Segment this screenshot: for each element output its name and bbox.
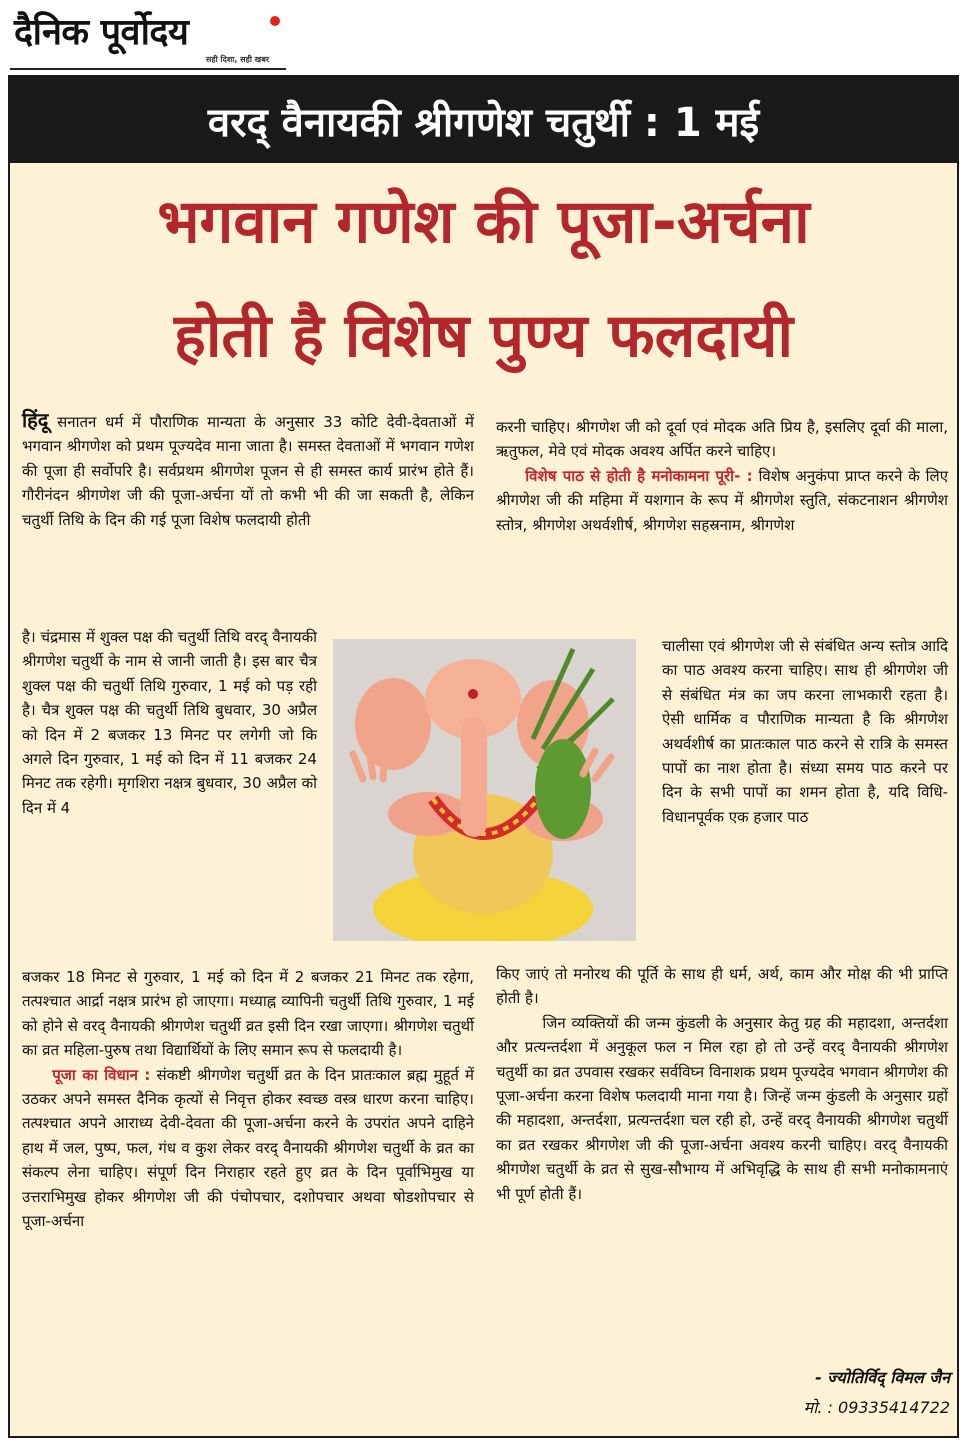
subheading-vishesh-path: विशेष पाठ से होती है मनोकामना पूरी- : bbox=[525, 466, 753, 485]
paragraph-puja-vidhan: संकष्टी श्रीगणेश चतुर्थी व्रत के दिन प्रातःकाल ब्रह्म मुहूर्त में उठकर अपने समस्त दैनिक कृत्यों से निवृत्त होकर स्वच्छ वस्त्र धारण करना चाहिए। तत्पश्चात अपने आराध्य देवी-देवता की पूजा-अर्चना करने के उपरांत अपने दाहिने हाथ में जल, पुष्प, फल, गंध व कुश लेकर वरद् वैनायकी श्रीगणेश चतुर्थी के व्रत का संकल्प लेना चाहिए। संपूर्ण दिन निराहार रहते हुए व्रत के दिन पूर्वाभिमुख या उत्तराभिमुख होकर श्रीगणेश जी की पंचोपचार, दशोपचार अथवा षोडशोपचार से पूजा-अर्चना bbox=[22, 1065, 474, 1231]
logo-dot-icon bbox=[270, 16, 280, 26]
column-2-beside-photo bbox=[662, 634, 948, 829]
paragraph-intro: सनातन धर्म में पौराणिक मान्यता के अनुसार 33 कोटि देवी-देवताओं में भगवान श्रीगणेश को प्रथम पूज्यदेव माना जाता है। समस्त देवताओं में भगवान गणेश की पूजा ही सर्वोपरि है। सर्वप्रथम श्रीगणेश पूजन से ही समस्त कार्य प्रारंभ होते हैं। गौरीनंदन श्रीगणेश जी की पूजा-अर्चना यों तो कभी भी की जा सकती है, लेकिन चतुर्थी तिथि के दिन की गई पूजा विशेष फलदायी होती bbox=[22, 413, 474, 529]
paragraph-manorath: किए जाएं तो मनोरथ की पूर्ति के साथ ही धर्म, अर्थ, काम और मोक्ष की भी प्राप्ति होती है। bbox=[496, 965, 948, 1008]
author-byline: - ज्योतिर्विद् विमल जैन bbox=[815, 1368, 950, 1387]
banner-title: वरद् वैनायकी श्रीगणेश चतुर्थी : 1 मई bbox=[10, 77, 957, 163]
column-1-beside-photo bbox=[22, 625, 317, 820]
headline-line-2: होती है विशेष पुण्य फलदायी bbox=[174, 301, 793, 371]
column-1-bottom bbox=[22, 965, 474, 1233]
ganesha-photo bbox=[333, 639, 636, 941]
paragraph-vishesh-path: विशेष अनुकंपा प्राप्त करने के लिए श्रीगणेश जी की महिमा में यशगान के रूप में श्रीगणेश स्तुति, संकटनाशन श्रीगणेश स्तोत्र, श्रीगणेश अथर्वशीर्ष, श्रीगणेश सहस्रनाम, श्रीगणेश bbox=[496, 466, 948, 534]
paragraph-chalisa: चालीसा एवं श्रीगणेश जी से संबंधित अन्य स्तोत्र आदि का पाठ अवश्य करना चाहिए। साथ ही श्रीगणेश जी से संबंधित मंत्र का जप करना लाभकारी रहता है। ऐसी धार्मिक व पौराणिक मान्यता है कि श्रीगणेश अथर्वशीर्ष का प्रातःकाल पाठ करने से रात्रि के समस्त पापों का नाश होता है। संध्या समय पाठ करने पर दिन के सभी पापों का शमन होता है, यदि विधि-विधानपूर्वक एक हजार पाठ bbox=[662, 637, 948, 826]
lead-word: हिंदू bbox=[22, 408, 49, 432]
masthead-rule bbox=[10, 68, 286, 70]
paragraph-kundali: जिन व्यक्तियों की जन्म कुंडली के अनुसार केतु ग्रह की महादशा, अन्तर्दशा और प्रत्यन्तर्दशा में अनुकूल फल न मिल रहा हो तो उन्हें वरद् वैनायकी श्रीगणेश चतुर्थी का व्रत उपवास रखकर सर्वविघ्न विनाशक प्रथम पूज्यदेव भगवान श्रीगणेश की पूजा-अर्चना करना विशेष फलदायी माना गया है। जिन्हें जन्म कुंडली के अनुसार ग्रहों की महादशा, अन्तर्दशा, प्रत्यन्तर्दशा चल रही हो, उन्हें वरद् वैनायकी श्रीगणेश चतुर्थी का व्रत रखकर श्रीगणेश जी की पूजा-अर्चना अवश्य करनी चाहिए। वरद् वैनायकी श्रीगणेश चतुर्थी के व्रत से सुख-सौभाग्य में अभिवृद्धि के साथ ही सभी मनोकामनाएं भी पूर्ण होती हैं। bbox=[496, 1013, 948, 1203]
logo-tagline: सही दिशा, सही खबर bbox=[206, 55, 270, 64]
logo: दैनिक पूर्वोदय bbox=[14, 12, 189, 53]
headline-line-1: भगवान गणेश की पूजा-अर्चना bbox=[157, 187, 810, 257]
paragraph-durva-modak: करनी चाहिए। श्रीगणेश जी को दूर्वा एवं मोदक अति प्रिय है, इसलिए दूर्वा की माला, ऋतुफल, मेवे एवं मोदक अवश्य अर्पित करने चाहिए। bbox=[496, 418, 948, 461]
masthead bbox=[10, 6, 290, 72]
paragraph-nakshatra: बजकर 18 मिनट से गुरुवार, 1 मई को दिन में 2 बजकर 21 मिनट तक रहेगा, तत्पश्चात आर्द्रा नक्षत्र प्रारंभ हो जाएगा। मध्याह्न व्यापिनी चतुर्थी तिथि गुरुवार, 1 मई को होने से वरद् वैनायकी श्रीगणेश चतुर्थी व्रत इसी दिन रखा जाएगा। श्रीगणेश चतुर्थी का व्रत महिला-पुरुष तथा विद्यार्थियों के लिए समान रूप से फलदायी है। bbox=[22, 968, 474, 1060]
column-1-top bbox=[22, 408, 474, 532]
paragraph-chaturthi-dates: है। चंद्रमास में शुक्ल पक्ष की चतुर्थी तिथि वरद् वैनायकी श्रीगणेश चतुर्थी के नाम से जानी जाती है। इस बार चैत्र शुक्ल पक्ष की चतुर्थी तिथि गुरुवार, 1 मई को पड़ रही है। चैत्र शुक्ल पक्ष की चतुर्थी तिथि बुधवार, 30 अप्रैल को दिन में 2 बजकर 13 मिनट पर लगेगी जो कि अगले दिन गुरुवार, 1 मई को दिन में 11 बजकर 24 मिनट तक रहेगी। मृगशिरा नक्षत्र बुधवार, 30 अप्रैल को दिन में 4 bbox=[22, 628, 317, 817]
author-phone: मो. : 09335414722 bbox=[803, 1398, 950, 1417]
subheading-puja-vidhan: पूजा का विधान : bbox=[52, 1065, 151, 1084]
column-2-bottom bbox=[496, 962, 948, 1206]
column-2-top bbox=[496, 415, 948, 537]
